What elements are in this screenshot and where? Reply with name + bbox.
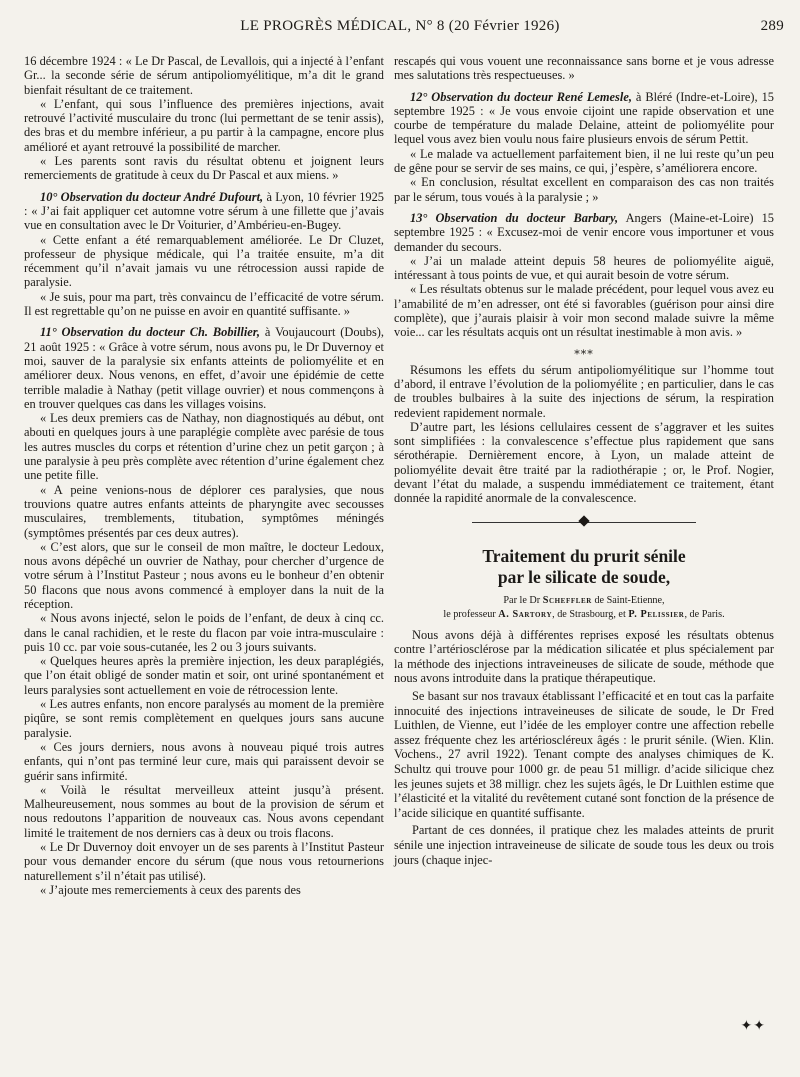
paragraph: rescapés qui vous vouent une reconnaissance sans borne et je vous adresse mes salutations très respectueuses. » — [394, 54, 774, 83]
left-column — [24, 54, 384, 897]
observation-heading: 12° Observation du docteur René Lemesle, — [410, 89, 632, 104]
paragraph: « L’enfant, qui sous l’influence des premières injections, avait retrouvé l’activité musculaire du tronc (lui permettant de se tenir assis), des bras et du membre inférieur, a pu partir à la campagne, encore plus amélioré et ayant retrouvé la possibilité de marcher. — [24, 96, 384, 154]
paragraph: « Le Dr Duvernoy doit envoyer un de ses parents à l’Institut Pasteur pour vous demander encore du sérum (que nous vous retournerions naturellement s’il n’était pas utilisé). — [24, 840, 384, 883]
paragraph: Nous avons déjà à différentes reprises exposé les résultats obtenus contre l’artériosclérose par la médication silicatée et plus spécialement par la méthode des injections intraveineuses de silicate de soude, méthode que nous avons introduite dans la pratique thérapeutique. — [394, 627, 774, 686]
observation-11: 11° Observation du docteur Ch. Bobillier, à Voujaucourt (Doubs), 21 août 1925 : « Grâce à votre sérum, nous avons pu, le Dr Duvernoy et moi, sauver de la paralysie six enfants atteints de poliomyélite et en améliorer deux. Nous venons, en effet, d’avoir une épidémie de cette terrible maladie à Nathay (petit village ouvrier) et nous commençons à en trouver quelques cas dans les villages voisins. — [24, 325, 384, 411]
observation-heading: 10° Observation du docteur André Dufourt, — [40, 189, 264, 204]
observation-10: 10° Observation du docteur André Dufourt, à Lyon, 10 février 1925 : « J’ai fait appliquer cet automne votre sérum à une fillette que j’avais vue en consultation avec le Dr Voiturier, d’Ambérieu-en-Bugey. — [24, 189, 385, 233]
asterism-ornament: ⁎⁎⁎ — [574, 344, 594, 357]
observation-heading: 11° Observation du docteur Ch. Bobillier, — [40, 325, 261, 340]
right-column — [394, 54, 774, 870]
paragraph: « Les autres enfants, non encore paralysés au moment de la première piqûre, se sont remis complètement en quelques jours sans aucune paralysie. — [24, 697, 384, 740]
observation-heading: 13° Observation du docteur Barbary, — [410, 210, 619, 225]
article-byline: Par le Dr Scheffler de Saint-Etienne, le professeur A. Sartory, de Strasbourg, et P. Pelissier, de Paris. — [443, 594, 725, 620]
summary-paragraph: Résumons les effets du sérum antipoliomyélitique sur l’homme tout d’abord, il entrave l’évolution de la poliomyélite ; en particulier, dans le cas de troubles bulbaires à la suite des injections de sérum, la respiration redevient rapidement normale. — [394, 362, 774, 420]
author-name: P. Pelissier — [628, 608, 685, 620]
journal-title: LE PROGRÈS MÉDICAL, N° 8 (20 Février 1926) — [240, 18, 560, 34]
author-name: Scheffler — [542, 594, 592, 606]
running-header — [16, 18, 784, 40]
paragraph: « Ces jours derniers, nous avons à nouveau piqué trois autres enfants, qui n’ont pas terminé leur cure, mais qui paraissent devoir se guérir sans infirmité. — [24, 739, 384, 783]
section-divider — [394, 512, 774, 534]
page-number: 289 — [760, 18, 784, 34]
paragraph: 16 décembre 1924 : « Le Dr Pascal, de Levallois, qui a injecté à l’enfant Gr... la seconde série de sérum antipoliomyélitique, m’a dit le grand bienfait résultant de ce traitement. — [24, 54, 384, 97]
paragraph: « A peine venions-nous de déplorer ces paralysies, que nous trouvions quatre autres enfants atteints de pharyngite avec secousses musculaires, tremblements, titubation, symptômes méningés (symptômes présentés par ces deux autres). — [24, 482, 384, 540]
paragraph: « J’ajoute mes remerciements à ceux des parents des — [40, 882, 301, 897]
diamond-ornament-icon — [578, 515, 589, 526]
observation-12: 12° Observation du docteur René Lemesle, à Bléré (Indre-et-Loire), 15 septembre 1925 : « Je vous envoie cijoint une rapide observation et une courbe de température du malade Delaine, atteint de poliomyélite pour lequel vous avez bien voulu nous faire plusieurs envois de sérum Pettit. — [394, 89, 774, 147]
author-name: A. Sartory — [498, 608, 553, 620]
article-title: Traitement du prurit sénile par le silicate de soude, — [482, 545, 686, 587]
paragraph: Se basant sur nos travaux établissant l’efficacité et en tout cas la parfaite innocuité des injections intraveineuses de silicate de soude, le Dr Fred Luithlen, de Vienne, eut l’idée de les employer contre une affection rebelle assez fréquente chez les artérioscléreux âgés : le prurit sénile. (Wien. Klin. Vochens., 27 avril 1922). Tenant compte des analyses chimiques de K. Schultz qui trouve pour 1000 gr. de peau 51 milligr. d’acide silicique chez les jeunes sujets et 38 milligr. chez les sujets âgés, le Dr Luithlen estime que l’élasticité et la vitalité du revêtement cutané sont fonction de la présence de l’acide silicique en quantité suffisante. — [394, 688, 774, 820]
paragraph: « En conclusion, résultat excellent en comparaison des cas non traités par le sérum, tous voués à la paralysie ; » — [394, 175, 774, 204]
paragraph: « J’ai un malade atteint depuis 58 heures de poliomyélite aiguë, intéressant à tous points de vue, et qui aurait besoin de votre sérum. — [394, 253, 774, 283]
paragraph: « C’est alors, que sur le conseil de mon maître, le docteur Ledoux, nous avons dépêché un ouvrier de Nathay, pour chercher d’urgence de votre sérum à l’Institut Pasteur ; nous avons eu le bonheur d’en obtenir 50 flacons que nous avons commencé à employer dans la nuit de la réception. — [24, 539, 384, 611]
paragraph: « Je suis, pour ma part, très convaincu de l’efficacité de votre sérum. Il est regrettable qu’on ne puisse en avoir en quantité suffisante. » — [24, 289, 384, 319]
paragraph: « Les deux premiers cas de Nathay, non diagnostiqués au début, ont abouti en quelques jours à une paraplégie complète avec parésie de tous les autres muscles du corps et rétention d’urine chez un petit garçon ; à une paralysie à peu près complète avec rétention d’urine également chez une petite fille. — [24, 411, 384, 483]
paragraph: « Le malade va actuellement parfaitement bien, il ne lui reste qu’un peu de gêne pour se servir de ses mains, ce qui, j’espère, s’améliorera encore. — [394, 146, 774, 176]
paragraph: Partant de ces données, il pratique chez les malades atteints de prurit sénile une injection intraveineuse de silicate de soude tous les deux ou trois jours (chaque injec- — [394, 823, 774, 867]
summary-paragraph: D’autre part, les lésions cellulaires cessent de s’aggraver et les suites sont simplifiées : la convalescence s’effectue plus rapidement que sans sérothérapie. Dernièrement encore, à Lyon, un malade atteint de poliomyélite devait être traité par la radiothérapie ; or, le Prof. Nogier, devant l’état du malade, a suspendu immédiatement ce traitement, étant donnée la rapidité anormale de la convalescence. — [394, 419, 774, 506]
paragraph: « Nous avons injecté, selon le poids de l’enfant, de deux à cinq cc. dans le canal rachidien, et le reste du flacon par voie intra-musculaire : puis 10 cc. par voie sous-cutanée, les 2 ou 3 jours suivants. — [24, 611, 384, 654]
observation-13: 13° Observation du docteur Barbary, Angers (Maine-et-Loire) 15 septembre 1925 : « Excusez-moi de venir encore vous importuner et vous demander du secours. — [394, 210, 774, 254]
end-ornament-icon: ✦✦ — [740, 1019, 766, 1034]
paragraph: « Voilà le résultat merveilleux atteint jusqu’à présent. Malheureusement, nous sommes au bout de la provision de sérum et nous redoutons l’apparition de nouveaux cas. Nous avons cependant limité le traitement de nos derniers cas à deux ou trois flacons. — [24, 782, 384, 840]
paragraph: « Les parents sont ravis du résultat obtenu et joignent leurs remerciements de gratitude à ceux du Dr Pascal et aux miens. » — [24, 154, 384, 183]
paragraph: « Quelques heures après la première injection, les deux paraplégiés, que l’on était obligé de sonder matin et soir, ont uriné spontanément et leurs paralysies sont actuellement en voie de rétrocession lente. — [24, 654, 384, 697]
article-body — [394, 628, 774, 868]
paragraph: « Les résultats obtenus sur le malade précédent, pour lequel vous avez eu l’amabilité de m’en adresser, ont été si favorables (guérison pour ainsi dire complète), que j’aurais plaisir à voir mon second malade suivre la même voie... car les résultats acquis ont un résultat inestimable à mon avis. » — [394, 282, 774, 340]
paragraph: « Cette enfant a été remarquablement améliorée. Le Dr Cluzet, professeur de physique médicale, qui l’a traitée ensuite, m’a dit récemment qu’il n’avait jamais vu une rétrocession aussi rapide de paralysie. — [24, 232, 384, 290]
